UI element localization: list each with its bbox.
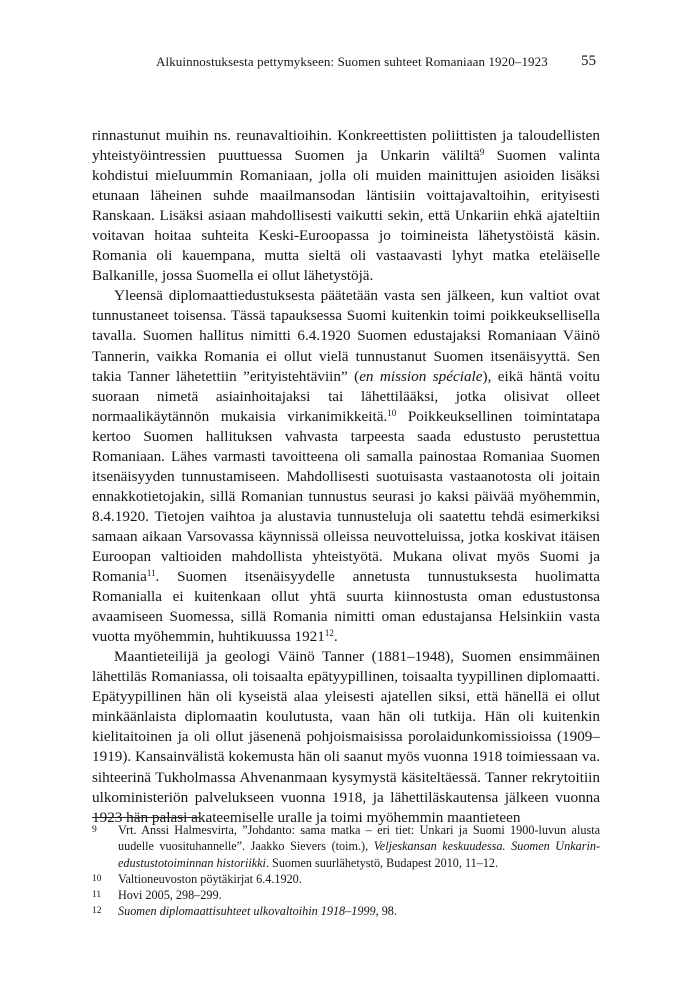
footnote-number: 11: [92, 890, 102, 901]
footnote: [92, 887, 600, 903]
text-run: Valtioneuvoston pöytäkirjat 6.4.1920.: [118, 871, 302, 886]
italic-text: Suomen diplomaattisuhteet ulkovaltoihin 1918–1999: [118, 904, 376, 919]
text-run: Maantieteilijä ja geologi Väinö Tanner (1881–1948), Suomen ensimmäinen lähettiläs Romaniassa, oli toisaalta epätyypillinen, toisaalta tyypillinen diplomaatti. Epätyypillinen hän oli kyseistä alaa yleisesti ajatellen siksi, että hänellä ei ollut minkäänlaista diplomaatin koulutusta, vaan hän oli tutkija. Hän oli kuitenkin kielitaitoinen ja oli ollut jäsenenä pohjoismaisissa porolaidunkomissioissa (1909–1919). Kansainvälistä kokemusta hän oli saanut myös vuonna 1918 toimiessaan va. sihteerinä Tukholmassa Ahvenanmaan kysymystä käsiteltäessä. Tanner rekrytoitiin ulkoministeriön palvelukseen vuonna 1918, ja lähettiläskautensa jälkeen vuonna 1923 hän palasi akateemiselle uralle ja toimi myöhemmin maantieteen: [92, 648, 600, 826]
text-run: . Suomen itsenäisyydelle annetusta tunnustuksesta huolimatta Romanialla ei kuitenkaan ollut yhtä suurta kiinnostusta oman edustustonsa avaamiseen Suomessa, sillä Romania nimitti oman edustajansa Helsinkiin vasta vuotta myöhemmin, huhtikuussa 1921: [92, 568, 600, 646]
text-run: . Suomen suurlähetystö, Budapest 2010, 11–12.: [265, 855, 499, 870]
italic-text: Veljeskansan keskuudessa. Suomen Unkarinedustustotoiminnan historiikki: [118, 839, 600, 870]
italic-text: en mission spéciale: [359, 367, 483, 385]
footnote-separator: [92, 817, 199, 818]
footnote-text: [118, 872, 302, 886]
footnote-ref: 9: [479, 147, 485, 158]
text-run: Vrt. Anssi Halmesvirta, ”Johdanto: sama matka – eri tiet: Unkari ja Suomi 1900-luvun alusta uudelle vuosituhannelle”. Jaakko Sievers (toim.),: [118, 823, 600, 854]
running-head: [0, 54, 692, 74]
text-run: ), eikä häntä voitu suoraan nimetä asiainhoitajaksi tai lähettilääksi, jotka olisivat olleet normaalikäytännön mukaisia virkanimikkeitä.: [92, 367, 600, 425]
text-run: rinnastunut muihin ns. reunavaltioihin. Konkreettisten poliittisten ja taloudellisten yhteistyöintressien puuttuessa Suomen ja Unkarin väliltä: [92, 127, 600, 165]
text-run: Poikkeuksellinen toimintatapa kertoo Suomen hallituksen vahvasta tarpeesta saada edustusto perustettua Romaniaan. Lähes varmasti tavoitteena oli samalla painostaa Romaniaa Suomen itsenäisyyden tunnustamiseen. Mahdollisesti suotuisasta vastaanotosta oli joitain ennakkotietojakin, sillä Romanian tunnustus seurasi jo kaksi päivää myöhemmin, 8.4.1920. Tietojen vaihtoa ja alustavia tunnusteluja oli saatettu tehdä esimerkiksi samaan aikaan Varsovassa käynnissä olleissa neuvotteluissa, jotka koskivat itäisen Euroopan valtioiden mahdollista yhteistyötä. Mukana olivat myös Suomi ja Romania: [92, 407, 600, 586]
text-run: , 98.: [375, 904, 397, 919]
running-title: Alkuinnostuksesta pettymykseen: Suomen suhteet Romaniaan 1920–1923: [156, 54, 548, 69]
footnote-text: [118, 904, 397, 918]
text-run: .: [333, 628, 338, 646]
footnote-text: [118, 823, 600, 870]
footnote-ref: 12: [324, 628, 334, 639]
footnote-ref: 11: [146, 568, 156, 579]
paragraph-1: [92, 126, 600, 286]
text-run: Yleensä diplomaattiedustuksesta päätetään vasta sen jälkeen, kun valtiot ovat tunnustaneet toisensa. Tässä tapauksessa Suomi kuitenkin toimi poikkeuksellisella tavalla. Suomen hallitus nimitti 6.4.1920 Suomen edustajaksi Romaniaan Väinö Tannerin, vaikka Romania ei ollut vielä tunnustanut Suomen itsenäisyyttä. Sen takia Tanner lähetettiin ”erityistehtäviin” (: [92, 287, 600, 385]
footnote: [92, 822, 600, 871]
body-text: [92, 126, 600, 828]
footnote-number: 10: [92, 873, 102, 884]
paragraph-2: [92, 286, 600, 647]
footnote-ref: 10: [387, 407, 397, 418]
footnote: [92, 903, 600, 919]
page-number: 55: [581, 53, 596, 69]
footnote-number: 9: [92, 825, 97, 835]
paragraph-3: [92, 647, 600, 827]
text-run: Hovi 2005, 298–299.: [118, 888, 222, 903]
footnote: [92, 871, 600, 887]
footnotes: [92, 822, 600, 920]
footnote-text: [118, 888, 222, 902]
text-run: Suomen valinta kohdistui mieluummin Romaniaan, jolla oli muiden mainittujen asioiden lisäksi etunaan läheinen suhde maailmansodan läntisiin voittajavaltoihin, erityisesti Ranskaan. Lisäksi asiaan mahdollisesti vaikutti sekin, että Unkariin ehkä ajateltiin voitavan hoitaa suhteita Keski-Euroopassa jo toimineista lähetystöistä käsin. Romania oli kauempana, mutta sieltä oli vastaavasti lyhyt matka eteläiselle Balkanille, jossa Suomella ei ollut lähetystöjä.: [92, 147, 600, 285]
footnote-number: 12: [92, 906, 102, 917]
